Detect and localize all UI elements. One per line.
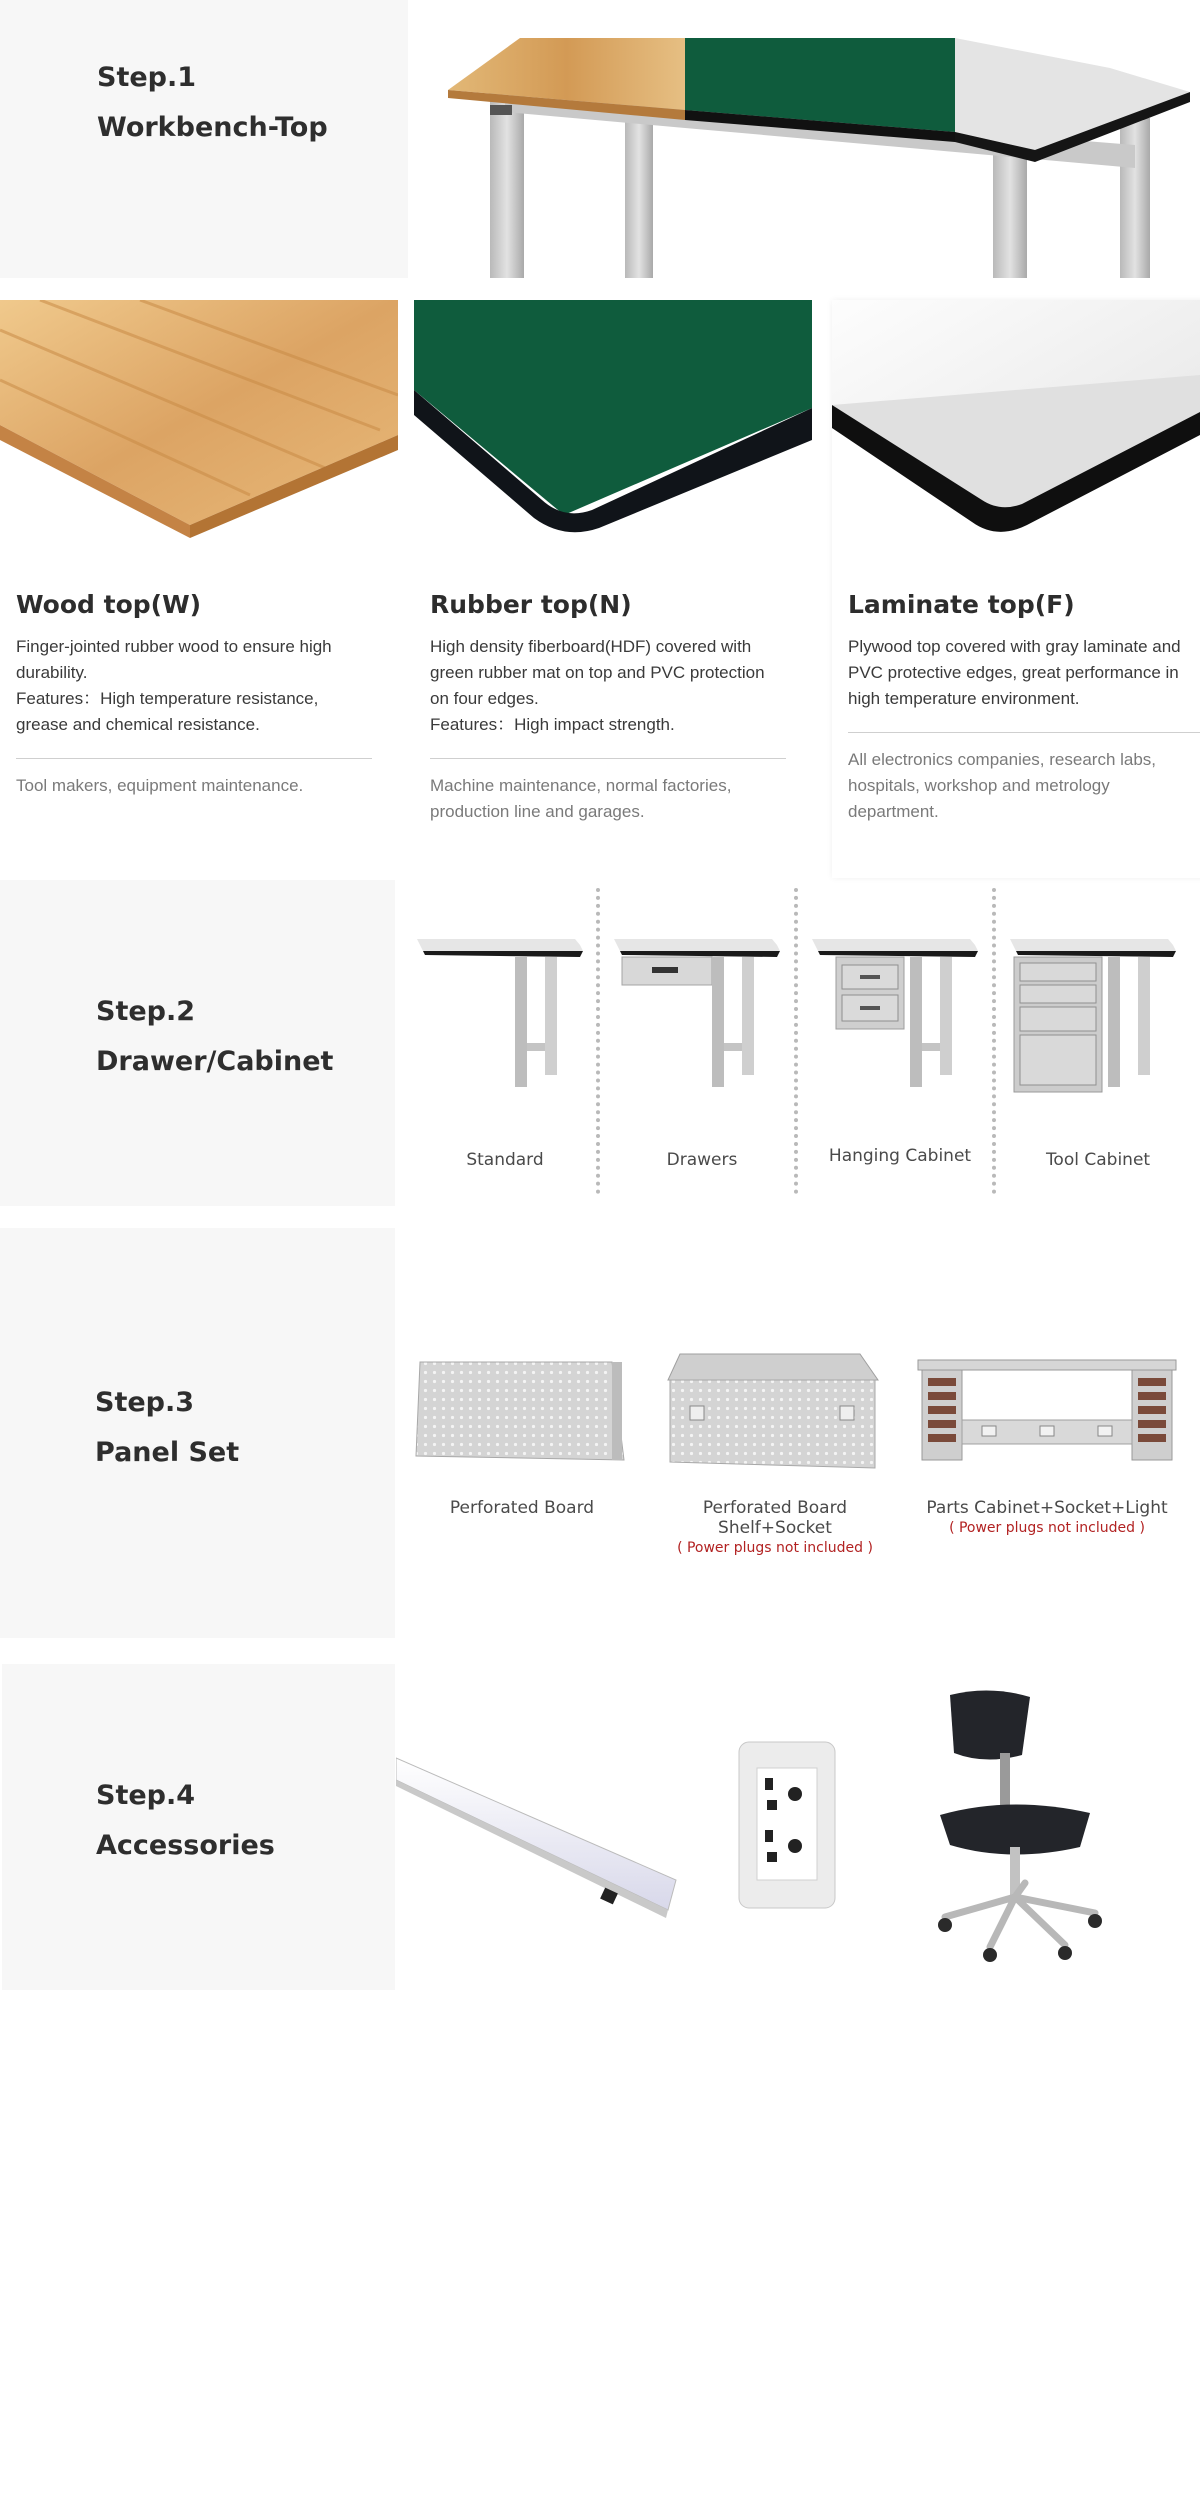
step2-number: Step.2 <box>96 996 196 1027</box>
esd-chair-icon[interactable] <box>930 1685 1110 1965</box>
led-light-bar-icon[interactable] <box>396 1750 686 1950</box>
option-divider <box>596 888 600 1194</box>
power-socket-icon[interactable] <box>735 1738 840 1913</box>
option-divider <box>992 888 996 1194</box>
step4-heading <box>96 1771 275 1871</box>
laminate-top-usage: All electronics companies, research labs, hospitals, workshop and metrology department. <box>848 750 1157 821</box>
step3-number: Step.3 <box>95 1387 195 1418</box>
laminate-top-image <box>832 300 1200 540</box>
option-perforated-board[interactable] <box>412 1340 632 1580</box>
laminate-top-description: Plywood top covered with gray laminate and PVC protective edges, great performance in high temperature environment. <box>848 637 1181 708</box>
option-tool-cabinet[interactable] <box>1008 888 1188 1188</box>
rubber-top-name: Rubber top(N) <box>430 590 632 619</box>
rubber-top-image <box>414 300 812 540</box>
option-drawers[interactable] <box>612 888 792 1188</box>
standard-bench-icon <box>415 933 595 1113</box>
step4-title: Accessories <box>96 1830 275 1861</box>
laminate-top-card[interactable] <box>832 300 1200 878</box>
card-divider <box>848 732 1200 733</box>
wood-top-image <box>0 300 398 540</box>
option-standard-label: Standard <box>466 1150 544 1170</box>
step3-heading <box>95 1378 239 1478</box>
wood-top-description: Finger-jointed rubber wood to ensure high durability. Features：High temperature resistance, grease and chemical resistance. <box>16 637 332 734</box>
step4-number: Step.4 <box>96 1780 196 1811</box>
card-divider <box>430 758 786 759</box>
option-standard[interactable] <box>415 888 595 1188</box>
step2-heading <box>96 987 333 1087</box>
power-plugs-note: ( Power plugs not included ) <box>677 1540 873 1556</box>
step1-number: Step.1 <box>97 62 197 93</box>
parts-cabinet-icon <box>912 1350 1182 1470</box>
option-hanging-cabinet-label: Hanging Cabinet <box>828 1146 972 1166</box>
wood-top-card[interactable] <box>0 300 398 878</box>
option-hanging-cabinet[interactable] <box>810 888 990 1188</box>
parts-cabinet-label: Parts Cabinet+Socket+Light <box>926 1498 1168 1518</box>
option-drawers-label: Drawers <box>666 1150 738 1170</box>
option-tool-cabinet-label: Tool Cabinet <box>1045 1150 1151 1170</box>
workbench-hero-image <box>420 0 1200 278</box>
perforated-shelf-socket-icon <box>660 1350 890 1470</box>
option-divider <box>794 888 798 1194</box>
perforated-board-icon <box>412 1350 632 1470</box>
option-parts-cabinet[interactable] <box>912 1340 1182 1580</box>
rubber-top-description: High density fiberboard(HDF) covered with green rubber mat on top and PVC protection on four edges. Features：High impact strength. <box>430 637 765 734</box>
step1-title: Workbench-Top <box>97 112 328 143</box>
drawer-bench-icon <box>612 933 792 1113</box>
tool-cabinet-bench-icon <box>1008 933 1188 1113</box>
card-divider <box>16 758 372 759</box>
hanging-cabinet-bench-icon <box>810 933 990 1113</box>
power-plugs-note: ( Power plugs not included ) <box>949 1520 1145 1536</box>
wood-top-usage: Tool makers, equipment maintenance. <box>16 776 304 795</box>
rubber-top-usage: Machine maintenance, normal factories, production line and garages. <box>430 776 732 821</box>
step1-heading <box>97 53 328 153</box>
perforated-shelf-socket-label-2: Shelf+Socket <box>718 1518 832 1538</box>
laminate-top-name: Laminate top(F) <box>848 590 1075 619</box>
perforated-shelf-socket-label: Perforated Board <box>702 1498 848 1518</box>
step2-title: Drawer/Cabinet <box>96 1046 334 1077</box>
rubber-top-card[interactable] <box>414 300 812 878</box>
wood-top-name: Wood top(W) <box>16 590 202 619</box>
option-perforated-shelf-socket[interactable] <box>660 1340 890 1580</box>
perforated-board-label: Perforated Board <box>449 1498 595 1518</box>
step3-title: Panel Set <box>95 1437 240 1468</box>
